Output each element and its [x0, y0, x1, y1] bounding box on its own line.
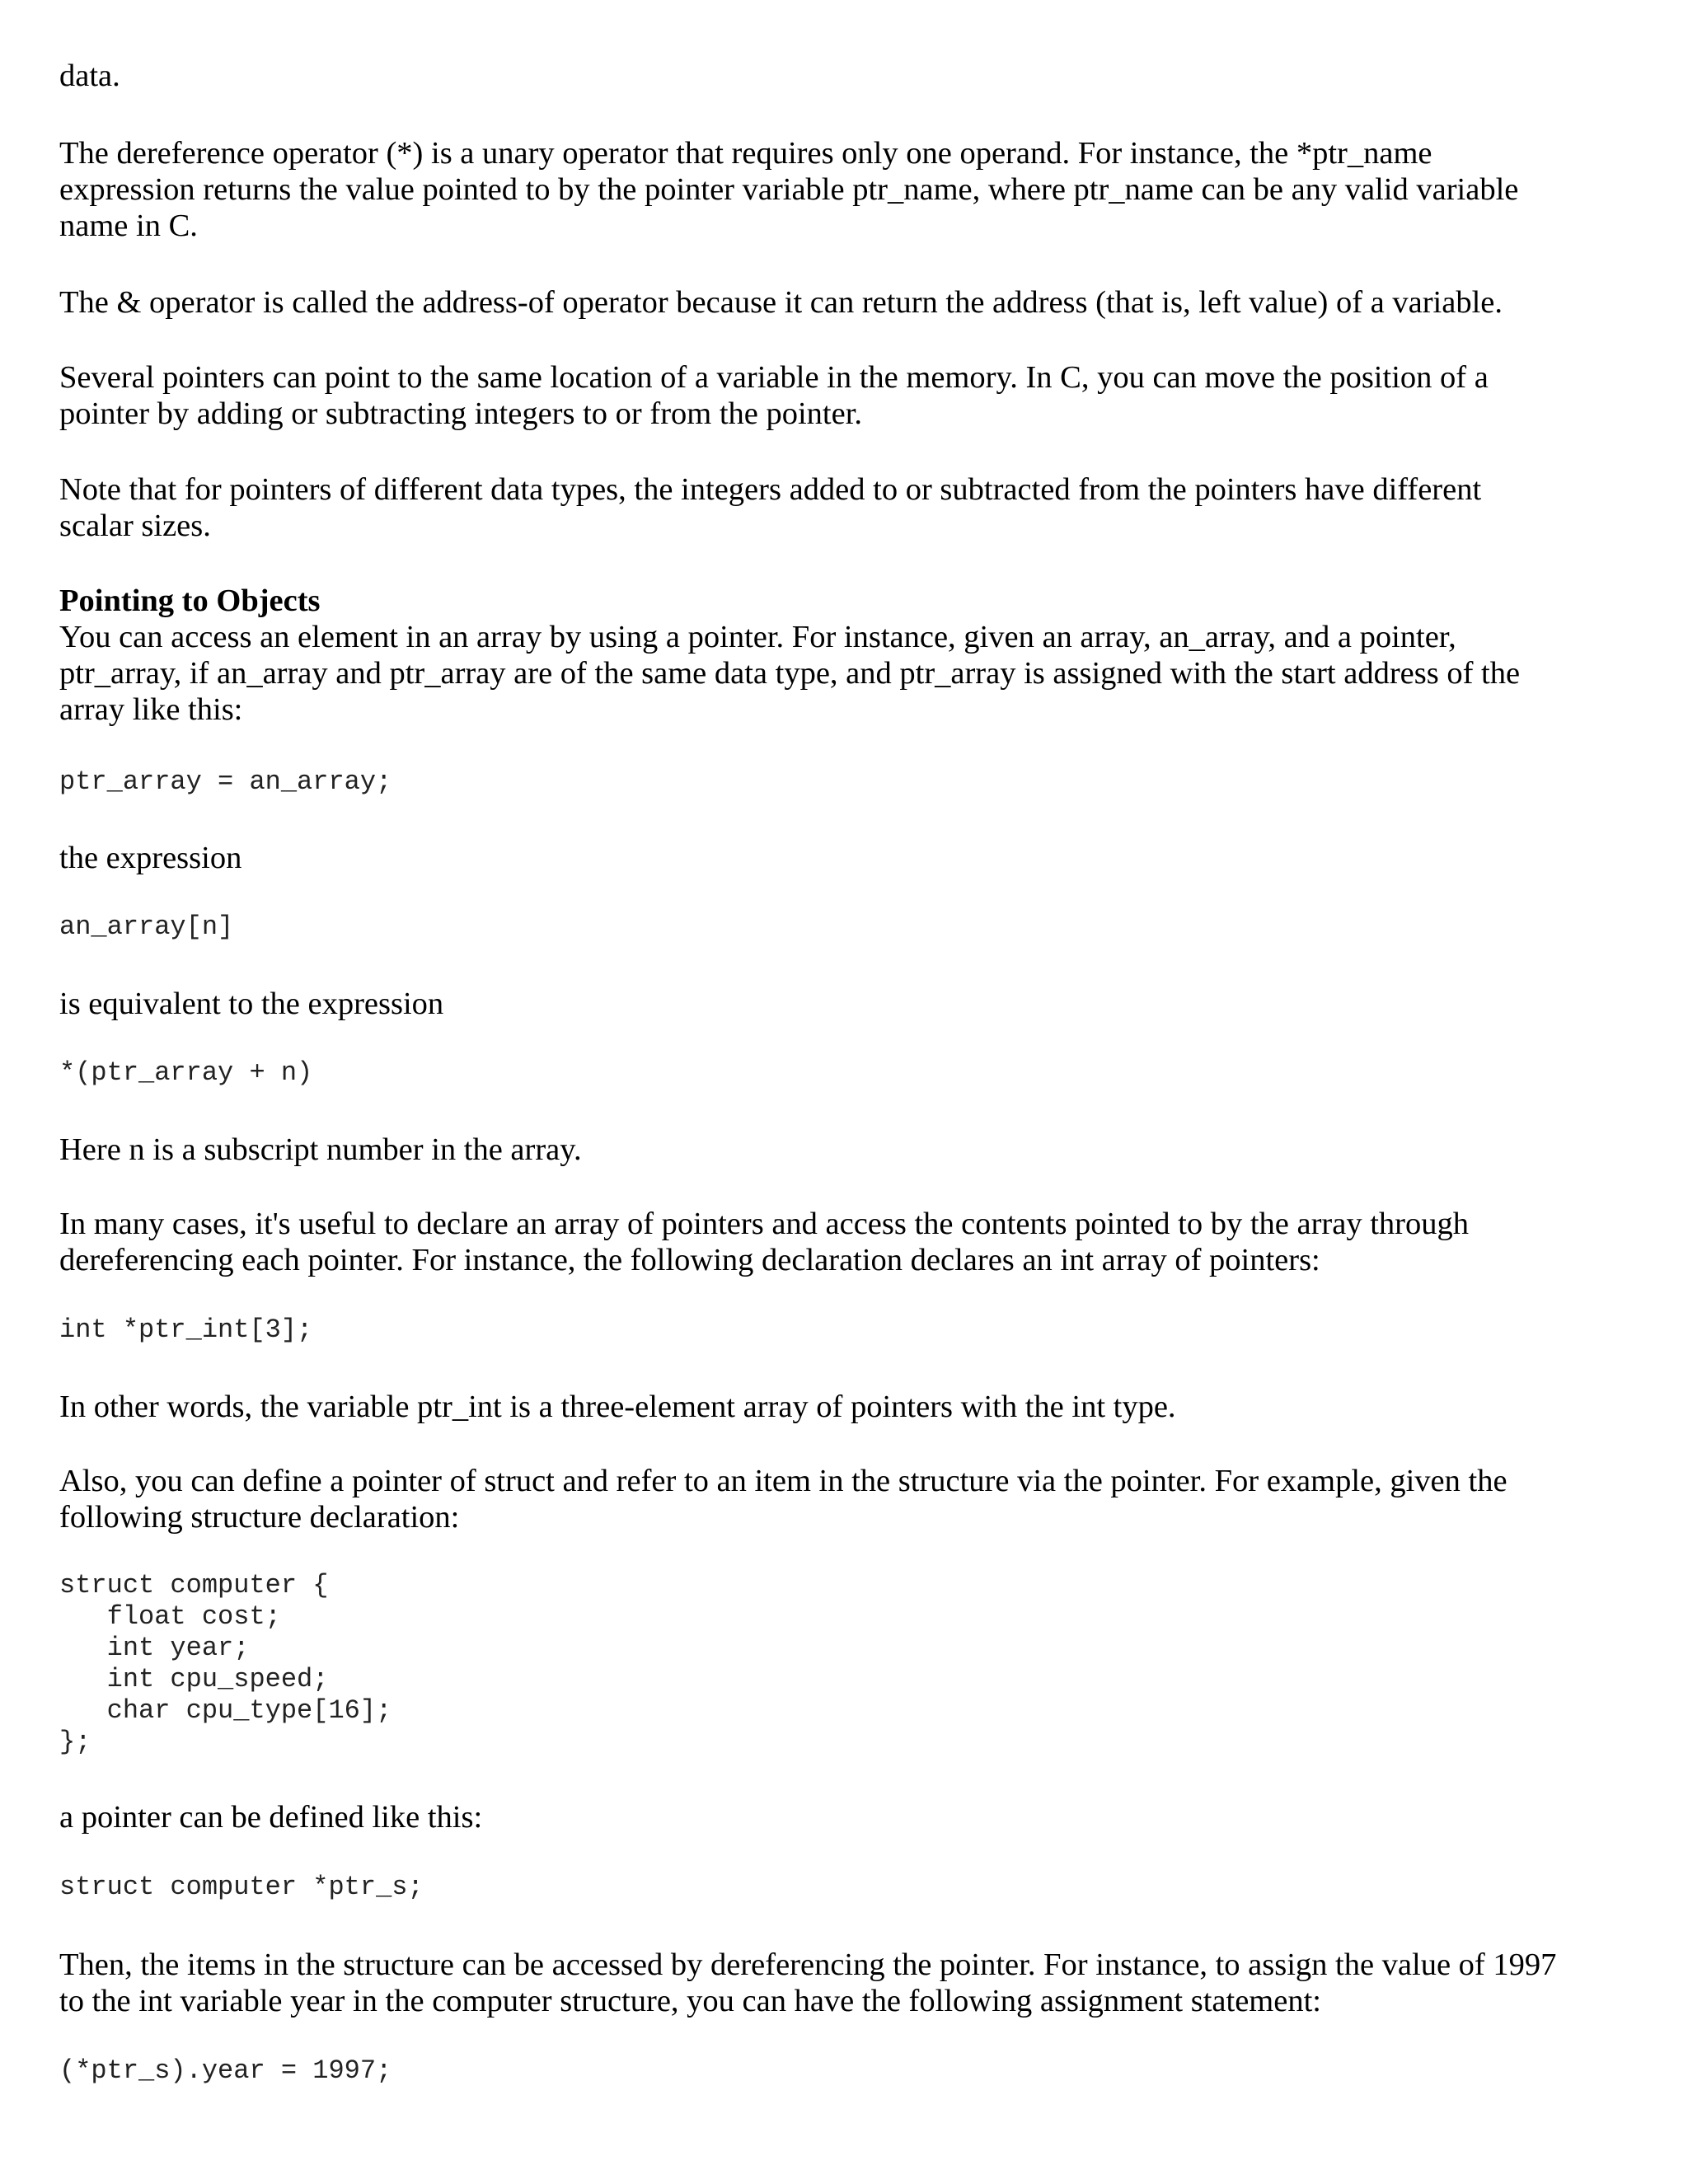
text-line: Note that for pointers of different data types, the integers added to or subtracted from the pointers have different [59, 472, 1482, 507]
text-line: to the int variable year in the computer structure, you can have the following assignment statement: [59, 1984, 1321, 2018]
paragraph-pointer-defined [59, 1799, 1625, 1835]
paragraph-three-element [59, 1389, 1625, 1425]
text-line: a pointer can be defined like this: [59, 1800, 483, 1835]
paragraph-address-of-operator [59, 284, 1625, 321]
text-line: pointer by adding or subtracting integers to or from the pointer. [59, 396, 863, 431]
heading-text: Pointing to Objects [59, 583, 321, 618]
code-block-array-index: an_array[n] [59, 912, 234, 942]
text-line: The dereference operator (*) is a unary operator that requires only one operand. For instance, the *ptr_name [59, 136, 1432, 171]
text-line: expression returns the value pointed to by the pointer variable ptr_name, where ptr_name can be any valid variable [59, 172, 1519, 207]
text-line: array like this: [59, 692, 243, 727]
paragraph-subscript [59, 1132, 1625, 1168]
code-block-assignment: (*ptr_s).year = 1997; [59, 2055, 392, 2086]
section-heading [59, 583, 1625, 619]
paragraph-several-pointers [59, 359, 1625, 432]
text-line: following structure declaration: [59, 1500, 460, 1535]
text-line: ptr_array, if an_array and ptr_array are of the same data type, and ptr_array is assigned with the start address of the [59, 656, 1521, 691]
code-block-struct-pointer: struct computer *ptr_s; [59, 1872, 424, 1902]
paragraph-struct-pointer [59, 1463, 1625, 1535]
text-line: data. [59, 59, 120, 93]
text-line: is equivalent to the expression [59, 987, 444, 1021]
text-line: In other words, the variable ptr_int is a three-element array of pointers with the int type. [59, 1390, 1176, 1424]
paragraph-access-element [59, 619, 1625, 728]
text-line: You can access an element in an array by using a pointer. For instance, given an array, an_array, and a pointer, [59, 620, 1456, 654]
text-line: scalar sizes. [59, 509, 211, 543]
text-line: the expression [59, 841, 242, 875]
paragraph-assign-year [59, 1947, 1625, 2019]
paragraph-equivalent [59, 986, 1625, 1022]
text-line: Also, you can define a pointer of struct and refer to an item in the structure via the pointer. For example, given the [59, 1464, 1507, 1498]
text-line: Then, the items in the structure can be accessed by dereferencing the pointer. For instance, to assign the value of 1997 [59, 1947, 1557, 1982]
text-line: dereferencing each pointer. For instance, the following declaration declares an int array of pointers: [59, 1243, 1320, 1277]
paragraph-scalar-sizes [59, 471, 1625, 544]
paragraph-dereference-operator [59, 135, 1625, 244]
code-block-struct-declaration: struct computer { float cost; int year; int cpu_speed; char cpu_type[16]; }; [59, 1570, 392, 1757]
code-block-int-ptr-array: int *ptr_int[3]; [59, 1315, 313, 1345]
code-block-assign-array: ptr_array = an_array; [59, 766, 392, 797]
text-line: Here n is a subscript number in the array. [59, 1132, 582, 1167]
paragraph-the-expression [59, 840, 1625, 876]
text-line: In many cases, it's useful to declare an array of pointers and access the contents pointed to by the array through [59, 1207, 1469, 1241]
paragraph-data-continuation [59, 58, 1625, 94]
text-line: The & operator is called the address-of operator because it can return the address (that is, left value) of a variable. [59, 285, 1503, 320]
text-line: Several pointers can point to the same location of a variable in the memory. In C, you can move the position of a [59, 360, 1489, 395]
text-line: name in C. [59, 209, 198, 243]
paragraph-array-of-pointers [59, 1206, 1625, 1278]
code-block-pointer-arith: *(ptr_array + n) [59, 1057, 313, 1088]
